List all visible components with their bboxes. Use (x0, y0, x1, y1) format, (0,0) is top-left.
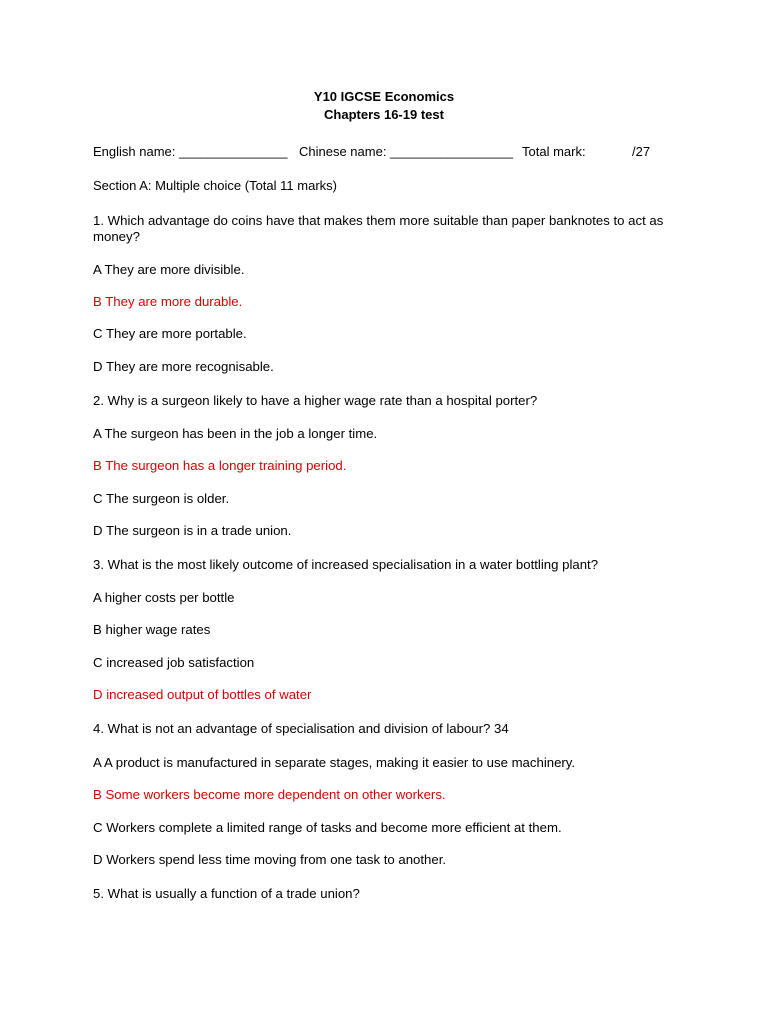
option-2d: D The surgeon is in a trade union. (93, 523, 292, 538)
option-2b-answer: B The surgeon has a longer training period. (93, 458, 347, 473)
question-3: 3. What is the most likely outcome of increased specialisation in a water bottling plant? (93, 557, 599, 572)
english-name-field: English name: _______________ (93, 144, 288, 159)
question-1: 1. Which advantage do coins have that makes them more suitable than paper banknotes to act as money? (93, 213, 664, 244)
option-1b-answer: B They are more durable. (93, 294, 243, 309)
option-2a: A The surgeon has been in the job a longer time. (93, 426, 378, 441)
total-mark-label: Total mark: (522, 144, 586, 159)
option-4b-answer: B Some workers become more dependent on other workers. (93, 787, 446, 802)
total-mark-value: /27 (632, 144, 651, 159)
option-4a: A A product is manufactured in separate stages, making it easier to use machinery. (93, 755, 576, 770)
option-1c: C They are more portable. (93, 326, 247, 341)
option-1a: A They are more divisible. (93, 262, 245, 277)
document-subtitle: Chapters 16-19 test (324, 107, 444, 122)
chinese-name-field: Chinese name: _________________ (299, 144, 513, 159)
document-title: Y10 IGCSE Economics (313, 89, 455, 104)
option-2c: C The surgeon is older. (93, 491, 230, 506)
option-1d: D They are more recognisable. (93, 359, 274, 374)
question-4: 4. What is not an advantage of specialisation and division of labour? 34 (93, 721, 509, 736)
question-5: 5. What is usually a function of a trade union? (93, 886, 360, 901)
section-heading: Section A: Multiple choice (Total 11 marks) (93, 178, 337, 193)
option-4d: D Workers spend less time moving from one task to another. (93, 852, 447, 867)
option-3d-answer: D increased output of bottles of water (93, 687, 312, 702)
option-3a: A higher costs per bottle (93, 590, 235, 605)
option-3c: C increased job satisfaction (93, 655, 255, 670)
question-2: 2. Why is a surgeon likely to have a higher wage rate than a hospital porter? (93, 393, 538, 408)
option-3b: B higher wage rates (93, 622, 211, 637)
option-4c: C Workers complete a limited range of tasks and become more efficient at them. (93, 820, 562, 835)
